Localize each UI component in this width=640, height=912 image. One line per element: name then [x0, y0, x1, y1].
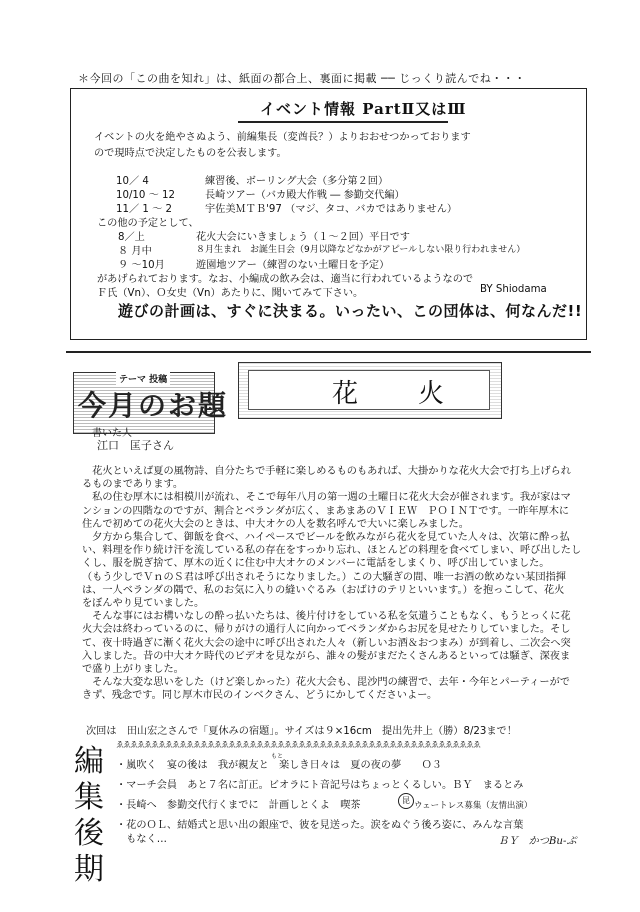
event-intro-line2: ので現時点で決定したものを公表します。	[94, 148, 287, 159]
postscript-item: ・嵐吹く 宴の後は 我が親友と 楽しき日々は 夏の夜の夢 Ｏ３	[116, 760, 442, 771]
essay-line: るものまであります。	[82, 479, 184, 491]
essay-line: くし、服を脱ぎ捨て、厚木の近くに住む中大オケのメンバーに電話をしまくり、呼び出していました。	[82, 558, 550, 570]
event-byline: BY Shiodama	[480, 284, 547, 295]
essay-line: をぼんやり見ていました。	[82, 598, 205, 610]
plan-date: ９ ～10月	[118, 260, 165, 271]
schedule-date: 10／ 4	[116, 176, 149, 187]
essay-line: て、夜十時過ぎに漸く花火大会の途中に呼び出された人々（新しいお酒＆おつまみ）が到着し、二次会へ突	[82, 637, 571, 649]
essay-line: きず、残念です。同じ厚木市民のインベクさん、どうにかしてくださいよー。	[82, 690, 438, 702]
circled-mark: 昆	[398, 793, 414, 809]
odai-badge-small: テーマ 投稿	[116, 372, 170, 385]
essay-line: 入しました。昔の中大オケ時代のビデオを見ながら、誰々の髪がまだたくさんあるといっては騒ぎ、深夜ま	[82, 650, 571, 662]
ruby-text: もと	[271, 753, 284, 760]
plan-date: 8／上	[118, 232, 145, 243]
plan-text: 遊園地ツアー（練習のない土曜日を予定）	[196, 260, 390, 271]
author-name: 江口 匡子さん	[97, 439, 174, 452]
author-label: 書いた人	[92, 428, 132, 439]
notice-line: ＊今回の「この曲を知れ」は、紙面の都合上、裏面に掲載 ── じっくり読んでね・・・	[78, 72, 526, 85]
postscript-item: ・長崎へ 参勤交代行くまでに 計画しとくよ 喫茶	[116, 800, 361, 811]
schedule-date: 10/10 ～ 12	[116, 190, 175, 201]
odai-badge-title: 今月のお題	[78, 389, 229, 422]
schedule-text: 長崎ツアー（バカ殿大作戦 ― 参勤交代編）	[205, 190, 405, 201]
event-intro-line1: イベントの火を絶やさぬよう、前編集長（変酋長？）よりおおせつかっております	[94, 132, 471, 143]
schedule-date: 11／ 1 ～ 2	[116, 204, 173, 215]
title-underline	[238, 121, 448, 123]
essay-line: い、料理を作り続け汗を流している私の存在をすっかり忘れ、ほとんどの料理を食べてしまい、呼び出したし	[82, 545, 582, 557]
event-closing-line2: Ｆ氏（Vn）、Ｏ女史（Vn）あたりに、聞いてみて下さい。	[97, 288, 364, 299]
plan-text: ８月生まれ お誕生日会（9月以降などなかがアピールしない限り行われません）	[196, 245, 526, 255]
essay-line: 夕方から集合して、御飯を食べ、ハイペースでビールを飲みながら花火を見ていた人々は、次第に酔っ払	[82, 532, 570, 544]
essay-line: 私の住む厚木には相模川が流れ、そこで毎年八月の第一週の土曜日に花火大会が催されます。我が家はマ	[82, 492, 571, 504]
essay-line: ンションの四階なのですが、割合とベランダが広く、まあまあのＶＩＥＷ ＰＯＩＮＴです。一昨年厚木に	[82, 505, 570, 517]
essay-line: 火大会は終わっているのに、帰りがけの通行人に向かってベランダからお尻を見せたりしていました。そし	[82, 624, 571, 636]
essay-body	[82, 465, 592, 703]
theme-title: 花火	[332, 379, 505, 409]
essay-line: で盛り上がりました。	[82, 664, 184, 676]
essay-line: （もう少しでＶｎのＳ君は呼び出されそうになりました。）この大騒ぎの間、唯一お酒の飲めない某団指揮	[82, 571, 566, 583]
next-topic: 次回は 田山宏之さんで「夏休みの宿題」。サイズは９×16cm 提出先井上（勝）8/23まで！	[86, 726, 517, 737]
plan-date: ８ 月中	[118, 246, 152, 257]
other-plans-label: この他の予定として、	[97, 218, 199, 229]
schedule-text: 宇佐美ＭＴＢ'97 （マジ、タコ、バカではありません）	[205, 204, 458, 215]
essay-line: そんな事にはお構いなしの酔っ払いたちは、後片付けをしている私を気遣うこともなく、もうとっくに花	[82, 611, 571, 623]
postscript-title: 編集後期	[74, 744, 104, 887]
schedule-text: 練習後、ボーリング大会（多分第２回）	[205, 176, 389, 187]
postscript-signature: ＢＹ かつBu-ぷ	[498, 836, 577, 847]
postscript-item: ・花のＯＬ、結婚式と思い出の銀座で、彼を見送った。涙をぬぐう後ろ姿に、みんな言葉	[116, 820, 524, 831]
event-closing-line1: があげられております。なお、小編成の飲み会は、適当に行われているようなので	[97, 274, 474, 285]
decorative-border: ゑゑゑゑゑゑゑゑゑゑゑゑゑゑゑゑゑゑゑゑゑゑゑゑゑゑゑゑゑゑゑゑゑゑゑゑゑゑゑゑゑゑゑゑゑゑゑゑゑゑゑゑ	[116, 740, 480, 749]
essay-line: そんな大変な思いをした（けど楽しかった）花火大会も、毘沙門の練習で、去年・今年とパーティーがで	[82, 677, 570, 689]
essay-line: は、一人ベランダの隅で、私のお気に入りの縫いぐるみ（おばけのテリといいます。）を抱っこして、花火	[82, 584, 565, 596]
waitress-note: ウェートレス募集（友情出演）	[414, 801, 533, 811]
essay-line: 住んで初めての花火大会のときは、中大オケの人を数名呼んで大いに楽しみました。	[82, 518, 469, 530]
event-title: イベント情報 PartⅡ又はⅢ	[260, 100, 467, 118]
section-divider	[66, 351, 591, 353]
essay-line: 花火といえば夏の風物詩、自分たちで手軽に楽しめるものもあれば、大掛かりな花火大会で打ち上げられ	[82, 466, 571, 477]
postscript-item: もなく…	[116, 834, 167, 845]
postscript-item: ・マーチ会員 あと７名に訂正。ビオラにト音記号はちょっとくるしい。ＢＹ まるとみ	[116, 780, 524, 791]
plan-text: 花火大会にいきましょう（１～２回）平日です	[196, 232, 410, 243]
event-slogan: 遊びの計画は、すぐに決まる。いったい、この団体は、何なんだ!!	[118, 302, 583, 320]
